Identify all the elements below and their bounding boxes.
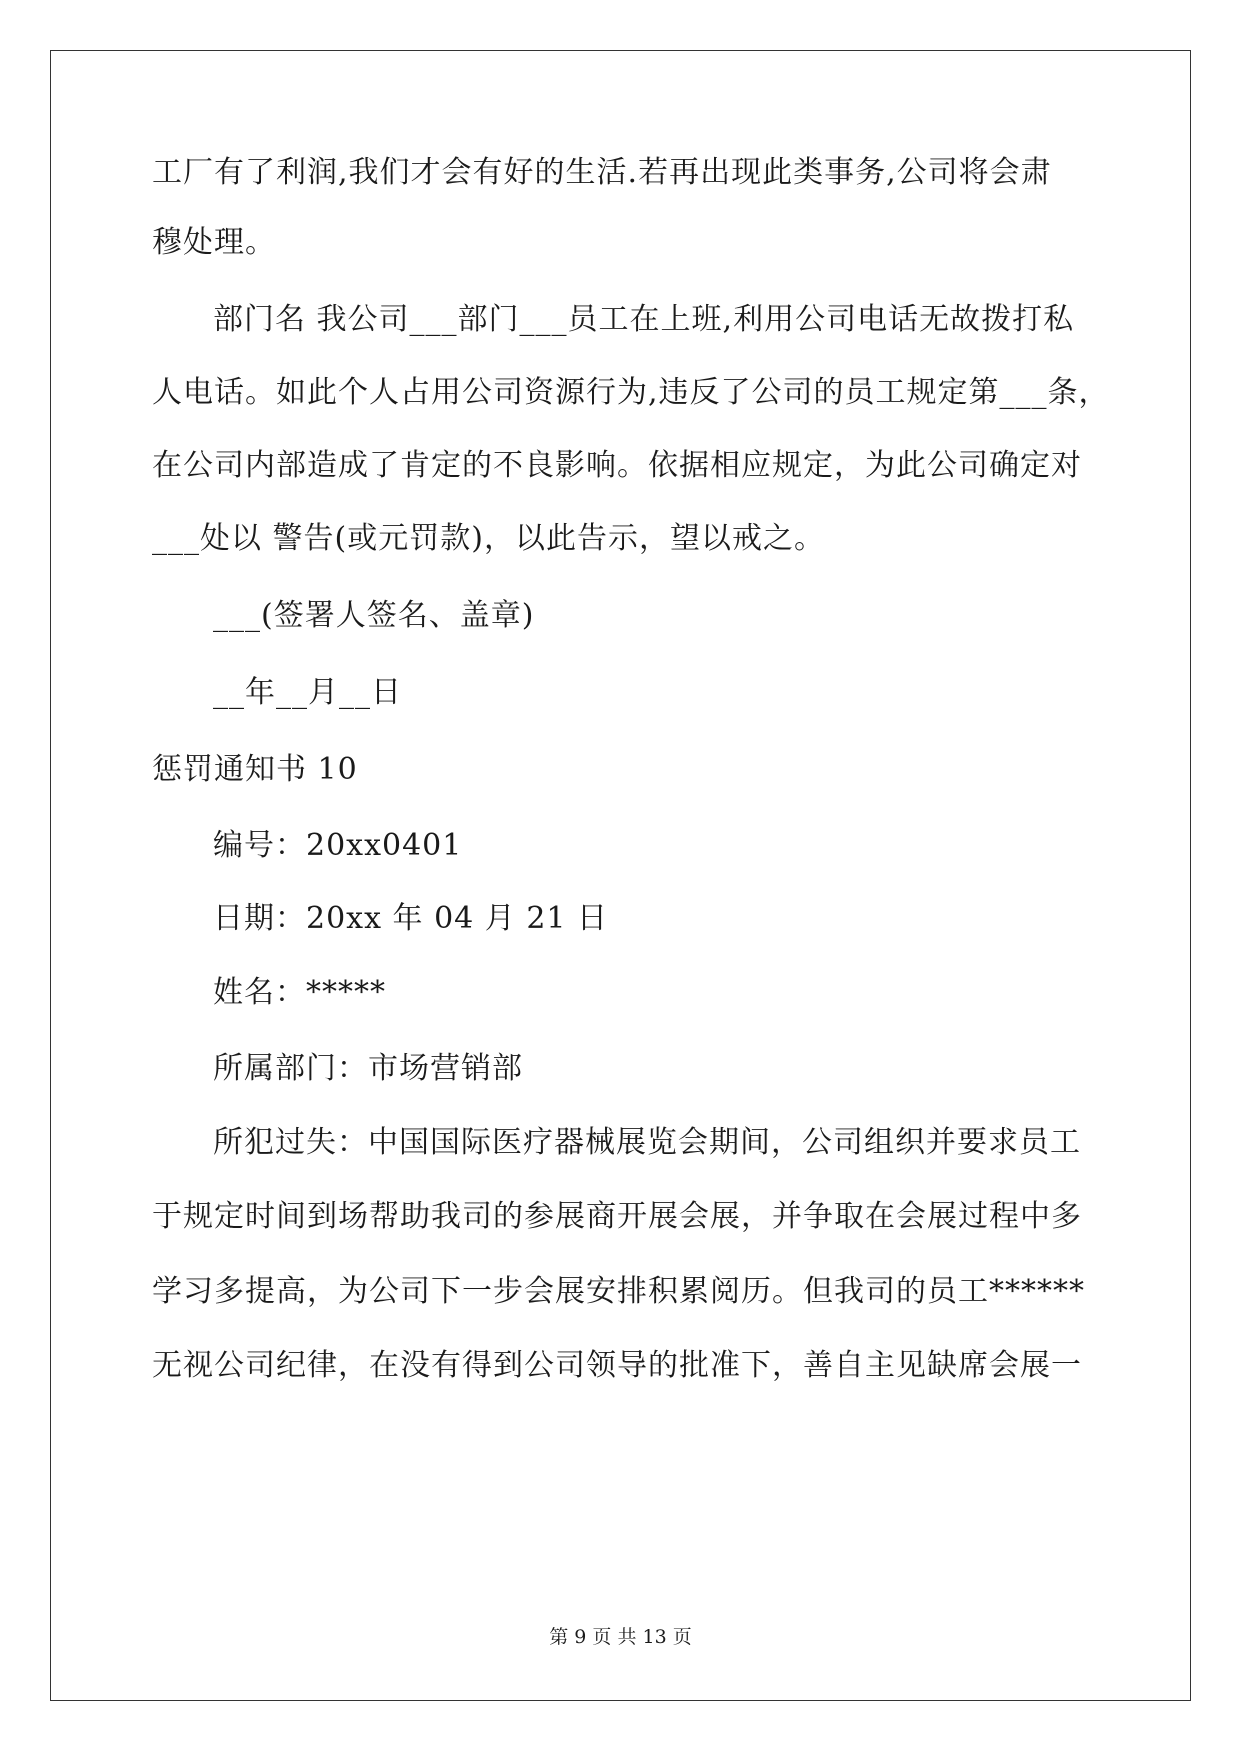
text-line: 于规定时间到场帮助我司的参展商开展会展，并争取在会展过程中多 [152,1199,1082,1234]
text-line: 在公司内部造成了肯定的不良影响。依据相应规定，为此公司确定对 [152,448,1082,483]
text-line: 工厂有了利润,我们才会有好的生活.若再出现此类事务,公司将会肃 [152,155,1052,190]
text-line: 学习多提高，为公司下一步会展安排积累阅历。但我司的员工****** [152,1274,1085,1309]
department-field: 所属部门：市场营销部 [213,1051,523,1086]
section-title: 惩罚通知书 10 [152,752,358,787]
text-line: 人电话。如此个人占用公司资源行为,违反了公司的员工规定第___条， [152,375,1110,410]
text-line: ___处以 警告(或元罚款)，以此告示，望以戒之。 [152,521,825,556]
text-line: 穆处理。 [152,225,276,260]
date-field: 日期：20xx 年 04 月 21 日 [213,901,609,936]
text-line: 所犯过失：中国国际医疗器械展览会期间，公司组织并要求员工 [213,1125,1081,1160]
text-line: 部门名 我公司___部门___员工在上班,利用公司电话无故拨打私 [213,302,1075,337]
text-line: 无视公司纪律，在没有得到公司领导的批准下，善自主见缺席会展一 [152,1348,1082,1383]
name-field: 姓名：***** [213,975,386,1010]
page-footer: 第 9 页 共 13 页 [549,1626,692,1648]
page-border [50,50,1191,1701]
signature-line: ___(签署人签名、盖章) [213,598,535,633]
number-field: 编号：20xx0401 [213,828,463,863]
date-line: __年__月__日 [213,675,402,710]
